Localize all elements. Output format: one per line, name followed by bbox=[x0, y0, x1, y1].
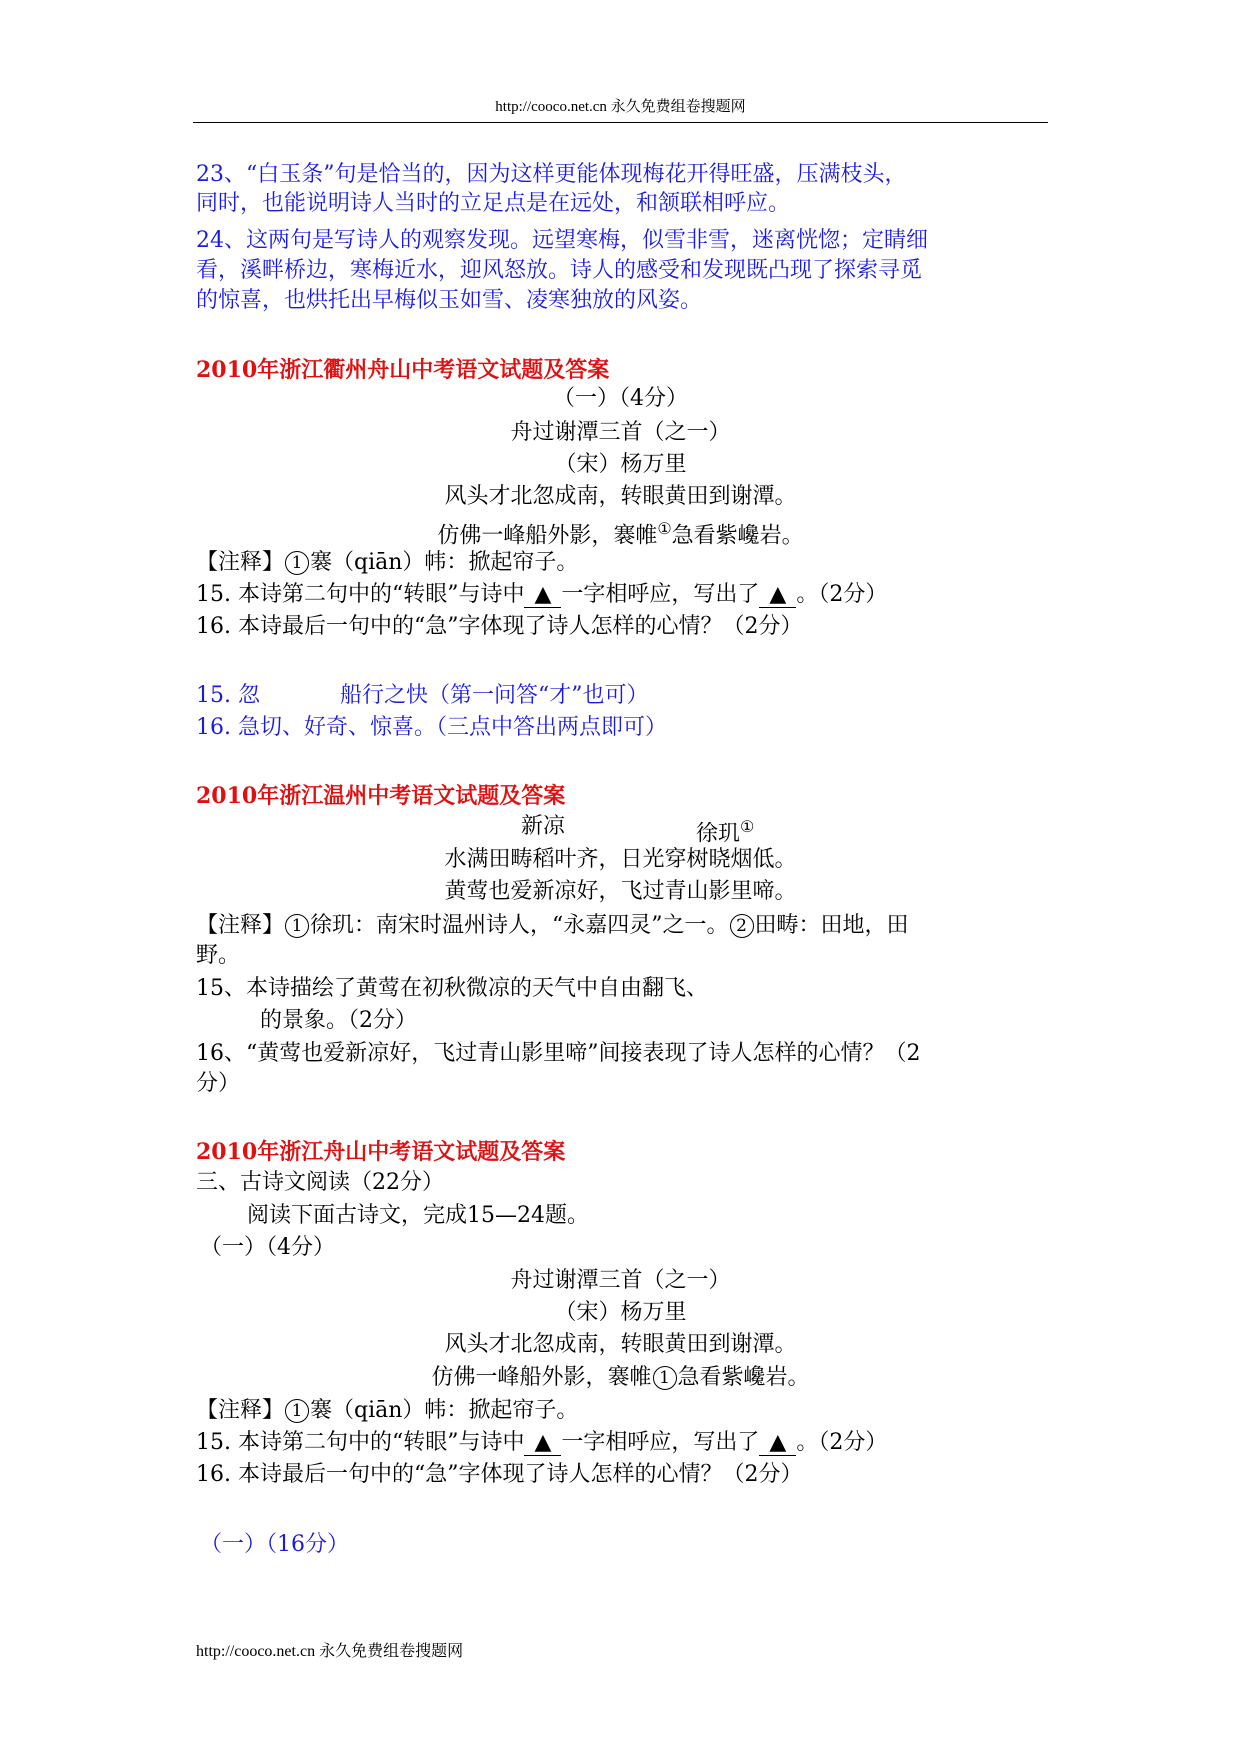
circled-number: 1 bbox=[653, 1366, 677, 1390]
note-mark: ① bbox=[657, 519, 672, 538]
part-label: （一）（4分） bbox=[200, 1235, 335, 1260]
poem-author: 徐玑① bbox=[696, 817, 755, 847]
note-mark: ① bbox=[740, 817, 755, 836]
poem-author: （宋）杨万里 bbox=[554, 1300, 687, 1325]
answer-blank: ▲ bbox=[759, 1431, 796, 1456]
poem-line: 水满田畴稻叶齐，日光穿树晓烟低。 bbox=[444, 847, 797, 872]
poem-line: 黄莺也爱新凉好，飞过青山影里啼。 bbox=[444, 879, 797, 904]
question-15: 15. 本诗第二句中的“转眼”与诗中 ▲ 一字相呼应，写出了 ▲ 。（2分） bbox=[196, 1430, 888, 1455]
answer-blank: ▲ bbox=[524, 583, 561, 608]
note: 【注释】 1 褰（qiān）帏：掀起帘子。 bbox=[196, 1398, 579, 1423]
poem-title: 舟过谢潭三首（之一） bbox=[510, 1268, 731, 1293]
question-15: 15. 本诗第二句中的“转眼”与诗中 ▲ 一字相呼应，写出了 ▲ 。（2分） bbox=[196, 582, 888, 607]
answer-blank: ▲ bbox=[759, 583, 796, 608]
poem-author: （宋）杨万里 bbox=[554, 452, 687, 477]
note: 【注释】 1 褰（qiān）帏：掀起帘子。 bbox=[196, 550, 579, 575]
section-title: 2010年浙江衢州舟山中考语文试题及答案 bbox=[196, 357, 610, 383]
answer-16: 16. 急切、好奇、惊喜。（三点中答出两点即可） bbox=[196, 715, 667, 740]
answer-line: 23、“白玉条”句是恰当的，因为这样更能体现梅花开得旺盛，压满枝头， bbox=[196, 162, 907, 187]
question-15-continued: 的景象。（2分） bbox=[260, 1008, 417, 1033]
header-rule bbox=[193, 122, 1048, 123]
circled-number: 2 bbox=[730, 914, 754, 938]
question-16: 16. 本诗最后一句中的“急”字体现了诗人怎样的心情？（2分） bbox=[196, 1462, 803, 1487]
poem-title: 舟过谢潭三首（之一） bbox=[510, 420, 731, 445]
instruction: 阅读下面古诗文，完成15—24题。 bbox=[247, 1203, 589, 1228]
answer-blank: ▲ bbox=[524, 1431, 561, 1456]
question-16: 16、“黄莺也爱新凉好，飞过青山影里啼”间接表现了诗人怎样的心情？（2 bbox=[196, 1041, 921, 1066]
answer-line: 24、这两句是写诗人的观察发现。远望寒梅，似雪非雪，迷离恍惚；定睛细 bbox=[196, 228, 928, 253]
section-title: 2010年浙江舟山中考语文试题及答案 bbox=[196, 1139, 566, 1165]
poem-line: 风头才北忽成南，转眼黄田到谢潭。 bbox=[444, 484, 797, 509]
page-footer: http://cooco.net.cn 永久免费组卷搜题网 bbox=[196, 1643, 464, 1660]
poem-line: 仿佛一峰船外影，褰帷①急看紫巉岩。 bbox=[437, 519, 804, 549]
note-continued: 野。 bbox=[196, 943, 241, 968]
answer-15: 15. 忽 船行之快（第一问答“才”也可） bbox=[196, 683, 649, 708]
question-15: 15、本诗描绘了黄莺在初秋微凉的天气中自由翻飞、 bbox=[196, 976, 708, 1001]
circled-number: 1 bbox=[285, 551, 309, 575]
note: 【注释】 1 徐玑：南宋时温州诗人，“永嘉四灵”之一。 2 田畴：田地，田 bbox=[196, 913, 909, 938]
answer-line: 的惊喜，也烘托出早梅似玉如雪、凌寒独放的风姿。 bbox=[196, 288, 703, 313]
answer-line: 看，溪畔桥边，寒梅近水，迎风怒放。诗人的感受和发现既凸现了探索寻觅 bbox=[196, 258, 923, 283]
section-title: 2010年浙江温州中考语文试题及答案 bbox=[196, 783, 566, 809]
section-heading: 三、古诗文阅读（22分） bbox=[196, 1170, 444, 1195]
poem-title: 新凉 bbox=[521, 814, 566, 839]
question-16-continued: 分） bbox=[196, 1071, 241, 1096]
poem-line: 风头才北忽成南，转眼黄田到谢潭。 bbox=[444, 1332, 797, 1357]
answer-line: 同时，也能说明诗人当时的立足点是在远处，和颔联相呼应。 bbox=[196, 191, 791, 216]
circled-number: 1 bbox=[285, 1399, 309, 1423]
circled-number: 1 bbox=[285, 914, 309, 938]
part-label: （一）（4分） bbox=[553, 386, 688, 411]
question-16: 16. 本诗最后一句中的“急”字体现了诗人怎样的心情？（2分） bbox=[196, 614, 803, 639]
page-header: http://cooco.net.cn 永久免费组卷搜题网 bbox=[495, 99, 746, 115]
answer-part-label: （一）（16分） bbox=[200, 1532, 349, 1557]
poem-line: 仿佛一峰船外影，褰帷 1 急看紫巉岩。 bbox=[431, 1365, 810, 1390]
